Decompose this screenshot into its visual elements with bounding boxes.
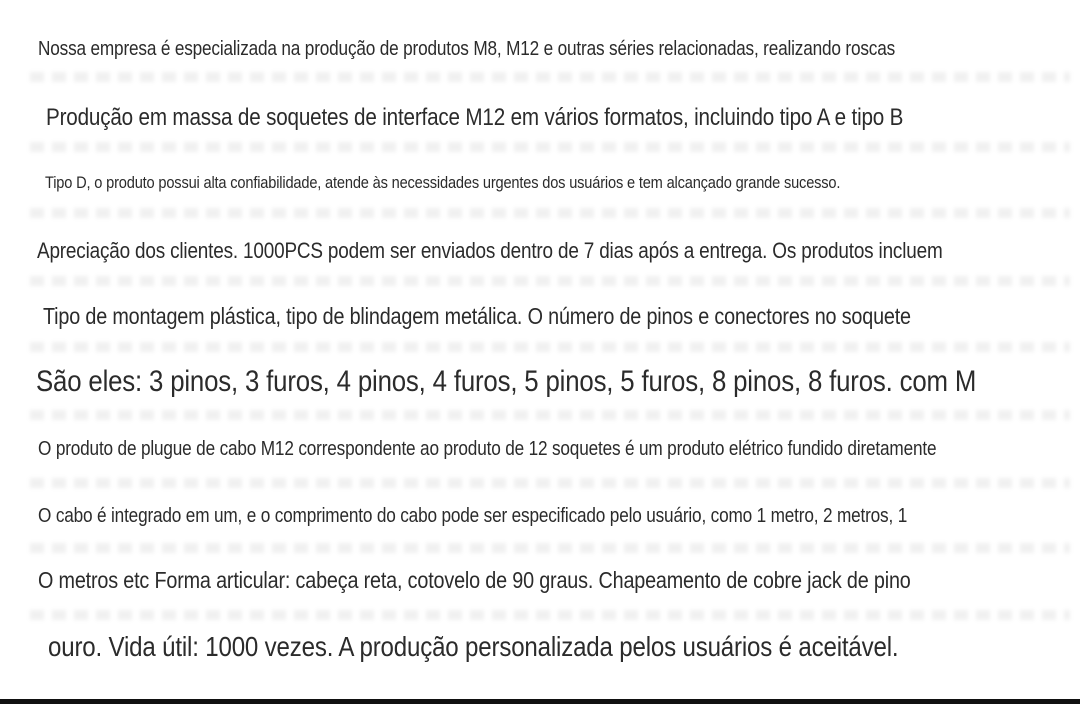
bleed-through-texture [30, 543, 1070, 553]
bleed-through-texture [30, 342, 1070, 352]
text-line-1: Nossa empresa é especializada na produção de produtos M8, M12 e outras séries relacionadas, realizando roscas [38, 38, 896, 60]
text-line-10: ouro. Vida útil: 1000 vezes. A produção personalizada pelos usuários é aceitável. [48, 631, 899, 662]
text-line-6: São eles: 3 pinos, 3 furos, 4 pinos, 4 furos, 5 pinos, 5 furos, 8 pinos, 8 furos. com M [36, 365, 977, 398]
bleed-through-texture [30, 208, 1070, 218]
bottom-border [0, 699, 1080, 704]
text-line-7: O produto de plugue de cabo M12 correspondente ao produto de 12 soquetes é um produto elétrico fundido diretamente [38, 438, 937, 460]
bleed-through-texture [30, 410, 1070, 420]
text-line-5: Tipo de montagem plástica, tipo de blindagem metálica. O número de pinos e conectores no soquete [43, 303, 911, 329]
bleed-through-texture [30, 276, 1070, 286]
bleed-through-texture [30, 142, 1070, 152]
bleed-through-texture [30, 72, 1070, 82]
bleed-through-texture [30, 610, 1070, 620]
text-line-4: Apreciação dos clientes. 1000PCS podem ser enviados dentro de 7 dias após a entrega. Os produtos incluem [37, 238, 943, 263]
text-line-8: O cabo é integrado em um, e o comprimento do cabo pode ser especificado pelo usuário, como 1 metro, 2 metros, 1 [38, 505, 908, 527]
text-line-2: Produção em massa de soquetes de interface M12 em vários formatos, incluindo tipo A e tipo B [46, 104, 904, 131]
bleed-through-texture [30, 478, 1070, 488]
text-line-3: Tipo D, o produto possui alta confiabilidade, atende às necessidades urgentes dos usuários e tem alcançado grande sucesso. [45, 173, 841, 192]
text-line-9: O metros etc Forma articular: cabeça reta, cotovelo de 90 graus. Chapeamento de cobre jack de pino [38, 567, 911, 593]
